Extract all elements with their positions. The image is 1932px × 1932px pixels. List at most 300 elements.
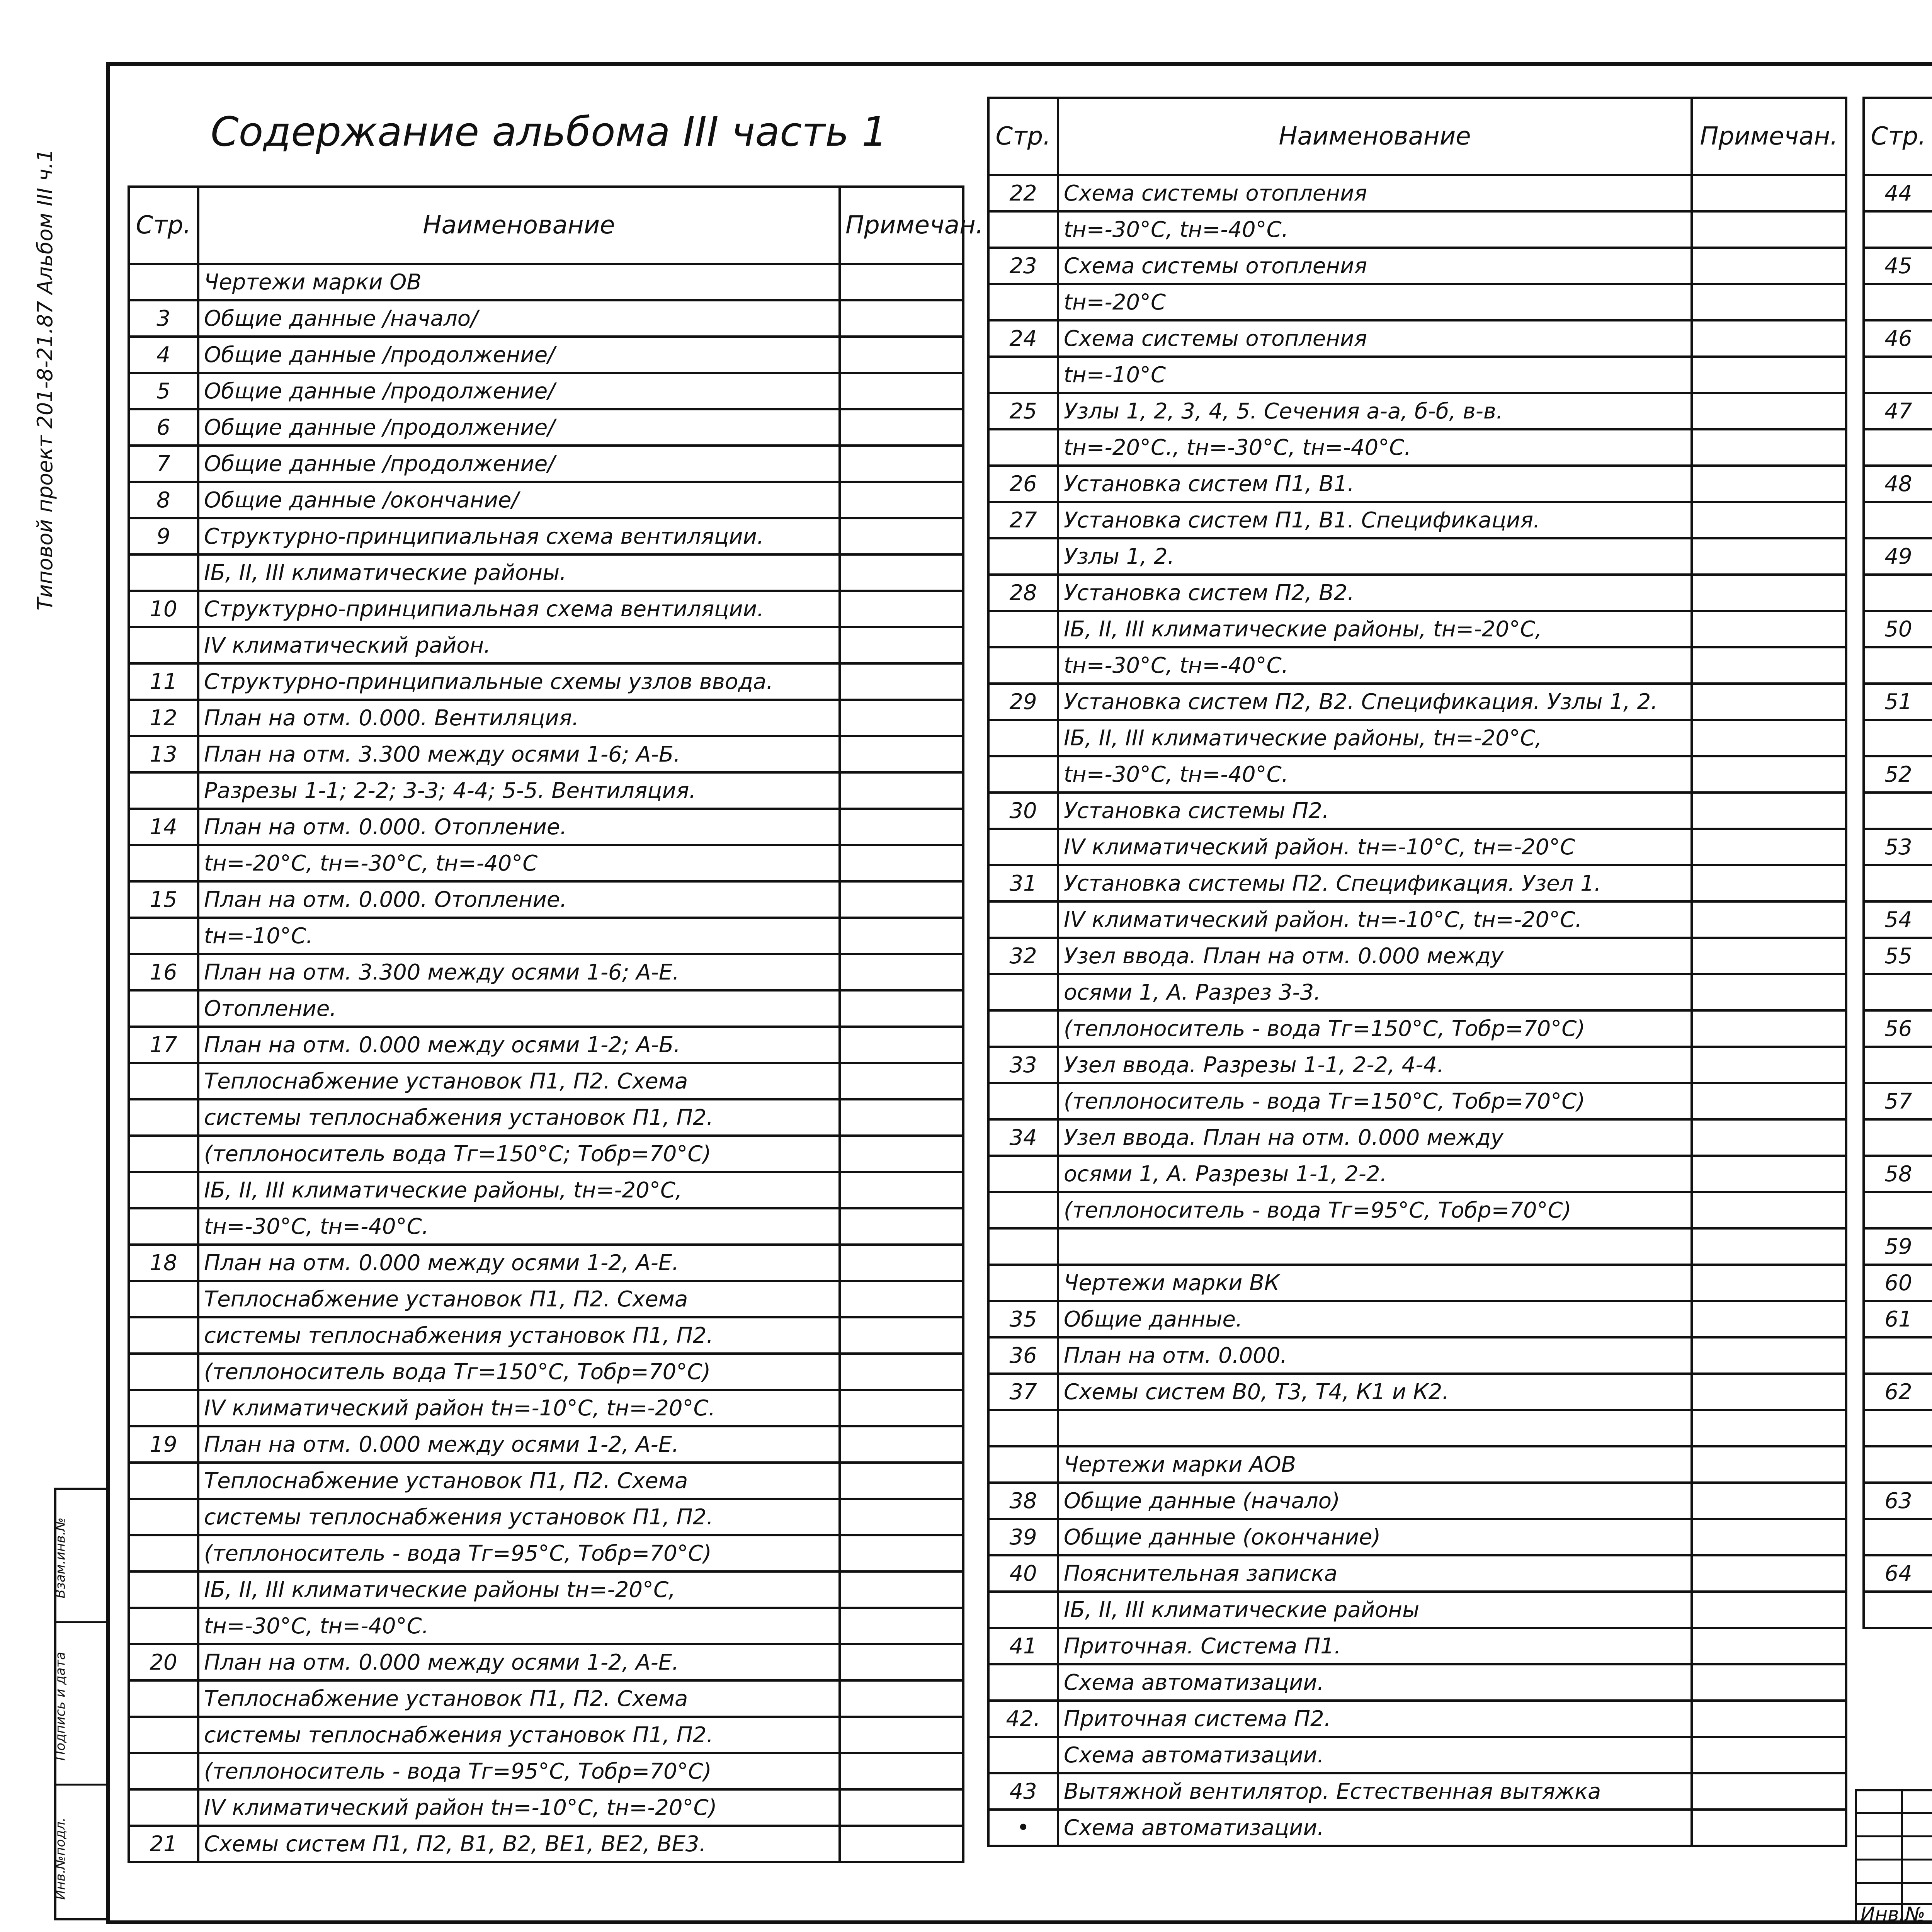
row-name: Установка систем П2, В2. — [1058, 575, 1692, 611]
row-page: 7 — [129, 446, 198, 482]
row-page — [988, 1156, 1058, 1192]
row-note — [840, 736, 963, 772]
row-page: 29 — [988, 684, 1058, 720]
row-page — [1864, 1519, 1932, 1555]
row-note — [1692, 1483, 1846, 1519]
row-page: 47 — [1864, 393, 1932, 429]
table-row — [129, 1317, 963, 1354]
header-row — [129, 187, 963, 264]
table-row — [129, 1390, 963, 1426]
table-row — [988, 1156, 1846, 1192]
row-name: (теплоноситель вода Тг=150°С; Тобр=70°С) — [198, 1136, 840, 1172]
row-note — [840, 300, 963, 337]
row-note — [840, 554, 963, 591]
row-note — [1692, 1592, 1846, 1628]
table-row — [988, 1664, 1846, 1701]
row-page — [1864, 1119, 1932, 1156]
header-page: Стр. — [1864, 98, 1932, 175]
table-row — [129, 1535, 963, 1571]
table-row — [988, 1374, 1846, 1410]
row-name: (теплоноситель - вода Тг=95°С, Тобр=70°С) — [198, 1535, 840, 1571]
row-note — [1692, 974, 1846, 1010]
row-page: 58 — [1864, 1156, 1932, 1192]
row-page: 37 — [988, 1374, 1058, 1410]
stamp-label-inv: Инв.№подл. — [53, 1817, 68, 1900]
header-row — [988, 98, 1846, 175]
row-note — [1692, 393, 1846, 429]
row-name: Общие данные (начало) — [1058, 1483, 1692, 1519]
table-row — [1864, 647, 1932, 684]
table-row — [1864, 974, 1932, 1010]
row-note — [840, 1463, 963, 1499]
row-note — [1692, 1773, 1846, 1810]
row-page: 59 — [1864, 1228, 1932, 1265]
row-page — [988, 1664, 1058, 1701]
row-name: осями 1, А. Разрез 3-3. — [1058, 974, 1692, 1010]
row-name: Структурно-принципиальная схема вентиляции. — [198, 518, 840, 554]
table-row — [129, 1789, 963, 1826]
row-name: tн=-20°С., tн=-30°С, tн=-40°С. — [1058, 429, 1692, 466]
inv-label: Инв.№ — [1861, 1903, 1925, 1925]
table-row — [1864, 1301, 1932, 1337]
table-row — [129, 1245, 963, 1281]
row-name: Узлы 1, 2. — [1058, 538, 1692, 575]
row-note — [1692, 1265, 1846, 1301]
row-page — [129, 1281, 198, 1317]
row-page — [988, 429, 1058, 466]
table-row — [1864, 175, 1932, 211]
table-row — [129, 1063, 963, 1099]
row-page: 19 — [129, 1426, 198, 1463]
row-note — [840, 446, 963, 482]
row-page: 43 — [988, 1773, 1058, 1810]
row-name: tн=-10°С — [1058, 357, 1692, 393]
table-row — [988, 1810, 1846, 1846]
row-name: Узел ввода. План на отм. 0.000 между — [1058, 938, 1692, 974]
row-name: системы теплоснабжения установок П1, П2. — [198, 1717, 840, 1753]
table-row — [988, 1228, 1846, 1265]
table-row — [1864, 211, 1932, 248]
row-page: 12 — [129, 700, 198, 736]
row-page: 55 — [1864, 938, 1932, 974]
table-row — [129, 300, 963, 337]
row-note — [1692, 1810, 1846, 1846]
row-page: 6 — [129, 409, 198, 446]
row-name: tн=-20°С, tн=-30°С, tн=-40°С — [198, 845, 840, 881]
row-note — [840, 954, 963, 990]
row-name: Общие данные. — [1058, 1301, 1692, 1337]
row-name: План на отм. 3.300 между осями 1-6; А-Е. — [198, 954, 840, 990]
table-row — [129, 1753, 963, 1789]
row-name: Установка систем П1, В1. Спецификация. — [1058, 502, 1692, 538]
row-note — [840, 1390, 963, 1426]
row-note — [1692, 466, 1846, 502]
row-page — [1864, 1410, 1932, 1446]
row-note — [840, 845, 963, 881]
row-name: Структурно-принципиальные схемы узлов ввода. — [198, 663, 840, 700]
row-page: 28 — [988, 575, 1058, 611]
row-note — [840, 482, 963, 518]
row-name: IБ, II, III климатические районы, tн=-20°С, — [1058, 720, 1692, 756]
row-name: План на отм. 0.000 между осями 1-2, А-Е. — [198, 1644, 840, 1680]
row-note — [840, 264, 963, 300]
table-row — [129, 1354, 963, 1390]
row-page — [1864, 793, 1932, 829]
row-name: План на отм. 3.300 между осями 1-6; А-Б. — [198, 736, 840, 772]
album-title: Содержание альбома III часть 1 — [211, 108, 888, 155]
table-row — [129, 918, 963, 954]
row-page: 5 — [129, 373, 198, 409]
row-page: 32 — [988, 938, 1058, 974]
row-name: План на отм. 0.000. Отопление. — [198, 881, 840, 918]
row-name: Схема автоматизации. — [1058, 1664, 1692, 1701]
table-row — [988, 320, 1846, 357]
table-row — [1864, 1192, 1932, 1228]
row-note — [840, 1644, 963, 1680]
row-name: Схема системы отопления — [1058, 320, 1692, 357]
row-page — [1864, 865, 1932, 901]
row-name: IV климатический район. tн=-10°С, tн=-20°С. — [1058, 901, 1692, 938]
row-page — [988, 284, 1058, 320]
row-page — [1864, 357, 1932, 393]
table-row — [129, 809, 963, 845]
table-row — [129, 700, 963, 736]
table-row — [988, 393, 1846, 429]
row-page: 22 — [988, 175, 1058, 211]
table-row — [129, 1571, 963, 1608]
row-note — [1692, 756, 1846, 793]
row-page: 31 — [988, 865, 1058, 901]
row-page: 11 — [129, 663, 198, 700]
row-name: Установка системы П2. — [1058, 793, 1692, 829]
row-note — [1692, 1047, 1846, 1083]
row-name: Схемы систем П1, П2, В1, В2, ВЕ1, ВЕ2, ВЕ3. — [198, 1826, 840, 1862]
table-row — [1864, 1119, 1932, 1156]
header-note: Примечан. — [1692, 98, 1846, 175]
row-page — [1864, 429, 1932, 466]
row-note — [840, 663, 963, 700]
row-page: 45 — [1864, 248, 1932, 284]
table-row — [1864, 1083, 1932, 1119]
row-page — [988, 1410, 1058, 1446]
row-name: Вытяжной вентилятор. Естественная вытяжка — [1058, 1773, 1692, 1810]
table-row — [988, 429, 1846, 466]
row-name: tн=-30°С, tн=-40°С. — [1058, 756, 1692, 793]
row-note — [1692, 1701, 1846, 1737]
table-row — [129, 409, 963, 446]
row-page — [1864, 1192, 1932, 1228]
row-name: Схема автоматизации. — [1058, 1737, 1692, 1773]
row-page: 17 — [129, 1027, 198, 1063]
row-page — [129, 772, 198, 809]
table-row — [1864, 938, 1932, 974]
row-note — [1692, 284, 1846, 320]
table-row — [1864, 1519, 1932, 1555]
row-note — [1692, 1156, 1846, 1192]
table-row — [988, 466, 1846, 502]
row-page: 62 — [1864, 1374, 1932, 1410]
row-page: 41 — [988, 1628, 1058, 1664]
row-page — [1864, 1337, 1932, 1374]
table-row — [129, 881, 963, 918]
table-row — [1864, 1374, 1932, 1410]
row-name: Приточная система П2. — [1058, 1701, 1692, 1737]
row-name: План на отм. 0.000 между осями 1-2, А-Е. — [198, 1245, 840, 1281]
row-note — [1692, 1519, 1846, 1555]
row-name — [1058, 1228, 1692, 1265]
row-note — [1692, 1555, 1846, 1592]
row-page: 24 — [988, 320, 1058, 357]
row-note — [1692, 1446, 1846, 1483]
row-name: (теплоноситель - вода Тг=150°С, Тобр=70°С) — [1058, 1010, 1692, 1047]
table-row — [129, 1281, 963, 1317]
row-page — [129, 1172, 198, 1208]
row-note — [840, 1063, 963, 1099]
row-page: 21 — [129, 1826, 198, 1862]
row-note — [1692, 538, 1846, 575]
table-row — [1864, 1010, 1932, 1047]
table-row — [988, 211, 1846, 248]
row-name: tн=-20°С — [1058, 284, 1692, 320]
row-note — [1692, 793, 1846, 829]
table-row — [1864, 248, 1932, 284]
table-row — [988, 575, 1846, 611]
row-name: Общие данные /окончание/ — [198, 482, 840, 518]
row-name: Схема системы отопления — [1058, 248, 1692, 284]
row-name: Общие данные /продолжение/ — [198, 409, 840, 446]
row-page: 64 — [1864, 1555, 1932, 1592]
row-name: осями 1, А. Разрезы 1-1, 2-2. — [1058, 1156, 1692, 1192]
row-page: 48 — [1864, 466, 1932, 502]
row-name: системы теплоснабжения установок П1, П2. — [198, 1317, 840, 1354]
row-page — [988, 1192, 1058, 1228]
row-page: 3 — [129, 300, 198, 337]
table-row — [988, 1410, 1846, 1446]
row-page — [129, 1354, 198, 1390]
row-page — [1864, 1047, 1932, 1083]
row-page — [988, 211, 1058, 248]
table-row — [988, 793, 1846, 829]
table-row — [1864, 684, 1932, 720]
table-row — [129, 1027, 963, 1063]
row-note — [1692, 901, 1846, 938]
row-note — [840, 1499, 963, 1535]
row-name: IV климатический район tн=-10°С, tн=-20°С) — [198, 1789, 840, 1826]
row-name: Чертежи марки АОВ — [1058, 1446, 1692, 1483]
row-page: 23 — [988, 248, 1058, 284]
row-page — [129, 1463, 198, 1499]
row-note — [1692, 1374, 1846, 1410]
table-row — [129, 1426, 963, 1463]
table-row — [129, 1644, 963, 1680]
table-row — [988, 357, 1846, 393]
table-row — [988, 1483, 1846, 1519]
row-name: Установка систем П1, В1. — [1058, 466, 1692, 502]
table-row — [1864, 393, 1932, 429]
table-row — [1864, 538, 1932, 575]
table-row — [1864, 1410, 1932, 1446]
row-page: 26 — [988, 466, 1058, 502]
row-note — [1692, 429, 1846, 466]
row-page — [1864, 284, 1932, 320]
table-row — [1864, 901, 1932, 938]
table-row — [1864, 1555, 1932, 1592]
row-name: tн=-30°С, tн=-40°С. — [1058, 647, 1692, 684]
table-row — [988, 756, 1846, 793]
table-row — [129, 627, 963, 663]
row-page: 52 — [1864, 756, 1932, 793]
table-row — [1864, 1446, 1932, 1483]
table-row — [1864, 720, 1932, 756]
table-row — [1864, 429, 1932, 466]
row-page: 14 — [129, 809, 198, 845]
row-note — [1692, 1664, 1846, 1701]
table-row — [1864, 466, 1932, 502]
row-note — [840, 809, 963, 845]
row-page: 8 — [129, 482, 198, 518]
row-note — [840, 1099, 963, 1136]
row-note — [840, 591, 963, 627]
row-page: 4 — [129, 337, 198, 373]
header-page: Стр. — [988, 98, 1058, 175]
row-note — [1692, 175, 1846, 211]
row-note — [840, 1426, 963, 1463]
row-page — [1864, 211, 1932, 248]
row-note — [1692, 1301, 1846, 1337]
row-page — [988, 611, 1058, 647]
row-page: 25 — [988, 393, 1058, 429]
table-row — [129, 1099, 963, 1136]
row-page — [129, 1717, 198, 1753]
row-page — [129, 1063, 198, 1099]
row-name: IБ, II, III климатические районы, tн=-20°С, — [198, 1172, 840, 1208]
row-page: 57 — [1864, 1083, 1932, 1119]
table-row — [988, 1773, 1846, 1810]
row-page — [129, 845, 198, 881]
row-name: IБ, II, III климатические районы — [1058, 1592, 1692, 1628]
table-row — [988, 1083, 1846, 1119]
stamp-label-sign: Подпись и дата — [53, 1651, 68, 1761]
table-row — [988, 684, 1846, 720]
row-page — [988, 647, 1058, 684]
row-name: План на отм. 0.000. Отопление. — [198, 809, 840, 845]
row-name: Схемы систем В0, Т3, Т4, К1 и К2. — [1058, 1374, 1692, 1410]
row-page — [129, 1753, 198, 1789]
table-row — [1864, 611, 1932, 647]
row-name: Отопление. — [198, 990, 840, 1027]
table-row — [988, 938, 1846, 974]
header-note: Примечан. — [840, 187, 963, 264]
row-page — [129, 1789, 198, 1826]
row-page — [988, 720, 1058, 756]
table-row — [129, 845, 963, 881]
table-row — [988, 538, 1846, 575]
row-note — [840, 1027, 963, 1063]
row-note — [1692, 611, 1846, 647]
row-note — [1692, 938, 1846, 974]
row-name: План на отм. 0.000 между осями 1-2, А-Е. — [198, 1426, 840, 1463]
table-row — [129, 990, 963, 1027]
row-name: tн=-30°С, tн=-40°С. — [198, 1608, 840, 1644]
table-row — [988, 1737, 1846, 1773]
row-page — [988, 357, 1058, 393]
header-row — [1864, 98, 1932, 175]
row-page — [1864, 1592, 1932, 1628]
table-row — [988, 1119, 1846, 1156]
table-row — [129, 1826, 963, 1862]
row-page: 13 — [129, 736, 198, 772]
row-page — [1864, 575, 1932, 611]
row-page — [129, 918, 198, 954]
row-note — [840, 1717, 963, 1753]
row-page: 33 — [988, 1047, 1058, 1083]
table-row — [129, 1680, 963, 1717]
row-name: tн=-30°С, tн=-40°С. — [198, 1208, 840, 1245]
table-row — [1864, 320, 1932, 357]
table-row — [129, 954, 963, 990]
table-row — [1864, 1228, 1932, 1265]
row-name: IV климатический район. — [198, 627, 840, 663]
table-row — [988, 1555, 1846, 1592]
row-note — [1692, 865, 1846, 901]
table-row — [988, 1337, 1846, 1374]
row-page: 51 — [1864, 684, 1932, 720]
row-page: 53 — [1864, 829, 1932, 865]
row-note — [840, 1826, 963, 1862]
row-note — [1692, 357, 1846, 393]
row-page: 50 — [1864, 611, 1932, 647]
row-page: 30 — [988, 793, 1058, 829]
table-row — [1864, 1337, 1932, 1374]
table-row — [129, 1208, 963, 1245]
table-row — [129, 518, 963, 554]
row-page — [988, 1228, 1058, 1265]
table-row — [988, 611, 1846, 647]
table-row — [988, 901, 1846, 938]
row-page: 44 — [1864, 175, 1932, 211]
row-name: Теплоснабжение установок П1, П2. Схема — [198, 1281, 840, 1317]
table-row — [1864, 1156, 1932, 1192]
row-page — [129, 1680, 198, 1717]
table-row — [1864, 502, 1932, 538]
row-page — [988, 1010, 1058, 1047]
table-row — [129, 736, 963, 772]
row-name: IБ, II, III климатические районы, tн=-20°С, — [1058, 611, 1692, 647]
row-note — [840, 990, 963, 1027]
row-page — [129, 264, 198, 300]
table-row — [988, 1592, 1846, 1628]
row-name: Узел ввода. План на отм. 0.000 между — [1058, 1119, 1692, 1156]
vertical-caption: Типовой проект 201-8-21.87 Альбом III ч.1 — [33, 149, 57, 611]
row-name: tн=-30°С, tн=-40°С. — [1058, 211, 1692, 248]
table-row — [129, 554, 963, 591]
row-name: Схема автоматизации. — [1058, 1810, 1692, 1846]
header-name: Наименование — [198, 187, 840, 264]
row-page — [129, 1499, 198, 1535]
table-row — [129, 1608, 963, 1644]
row-note — [840, 1281, 963, 1317]
row-note — [1692, 1737, 1846, 1773]
row-page: 10 — [129, 591, 198, 627]
contents-table-3 — [1862, 97, 1932, 1629]
row-name: (теплоноситель вода Тг=150°С, Тобр=70°С) — [198, 1354, 840, 1390]
row-note — [1692, 684, 1846, 720]
row-page: 56 — [1864, 1010, 1932, 1047]
row-page — [988, 1737, 1058, 1773]
table-row — [988, 829, 1846, 865]
table-row — [1864, 1592, 1932, 1628]
row-page — [129, 1208, 198, 1245]
